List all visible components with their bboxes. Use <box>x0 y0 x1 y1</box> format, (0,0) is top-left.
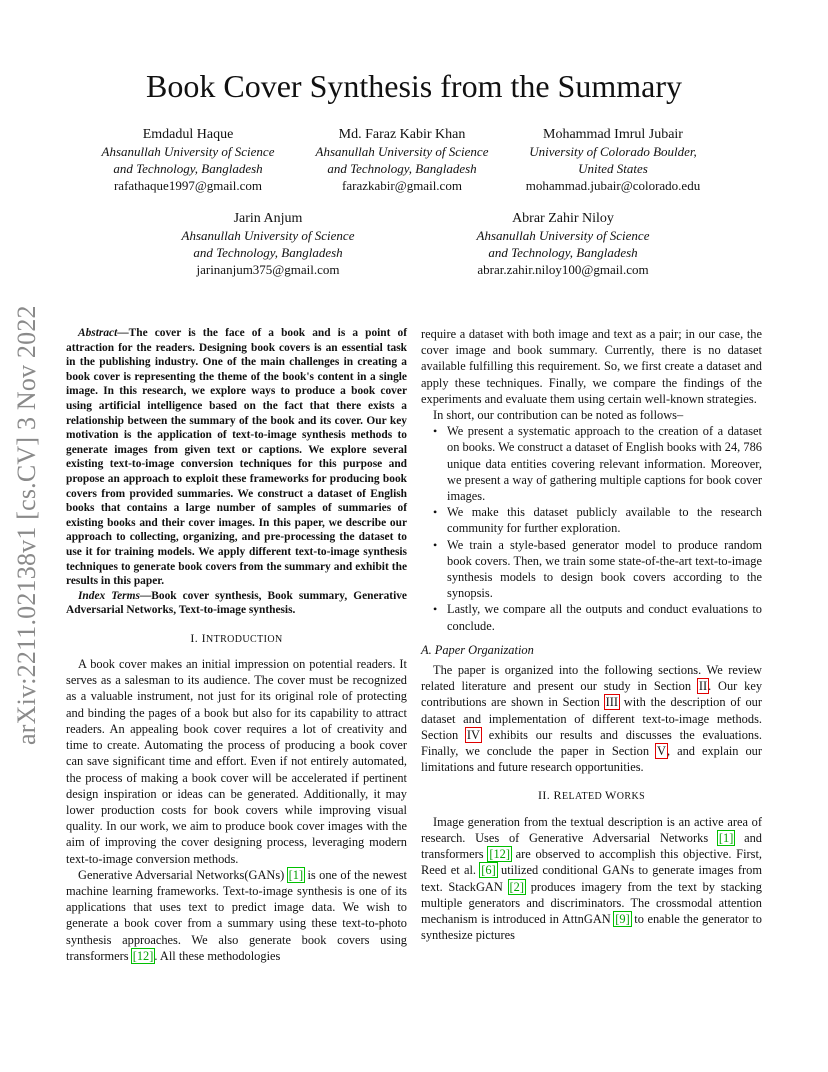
author-name: Emdadul Haque <box>142 127 234 142</box>
author-affiliation: and Technology, Bangladesh <box>488 245 638 260</box>
right-column <box>421 326 762 943</box>
author-affiliation: Ahsanullah University of Science <box>181 228 355 243</box>
section-title-rest: ELATED <box>561 791 606 803</box>
list-item: • Lastly, we compare all the outputs and conduct evaluations to conclude. <box>447 601 762 633</box>
citation-link[interactable]: [12] <box>489 847 510 862</box>
paper-title: Book Cover Synthesis from the Summary <box>146 68 682 104</box>
author-affiliation: Ahsanullah University of Science <box>315 144 489 159</box>
text-run: is one of the newest machine learning frameworks. Text-to-image synthesis is one of its applications that uses text to predict image data. We wish to generate a book cover from a summary using these text-to-photo synthesis approaches. We also generate book covers using transformers <box>66 867 407 963</box>
subsection-heading: A. Paper Organization <box>421 642 534 657</box>
citation-link[interactable]: [6] <box>481 863 496 878</box>
abstract-text: —The cover is the face of a book and is a point of attraction for the readers. Designing book covers is an essential task in the publishing industry. One of the main challenges in creating a book cover is representing the theme of the book's content in a single image. In this research, we explore ways to produce a book cover using artificial intelligence based on the fact that there exists a relationship between the summary of the book and its cover. Our key motivation is the application of text-to-image synthesis methods to generate images from given text or captions. We explore several existing text-to-image conversion techniques for this purpose and propose an approach to exploit these frameworks for producing book covers from provided summaries. We construct a dataset of English books that contains a large number of samples of summaries of existing books and their cover images. In this paper, we describe our approach to collecting, organizing, and pre-processing the dataset to use it for training models. We apply different text-to-image synthesis techniques to generate book covers from the summary and exhibit the results in this paper. <box>66 327 407 588</box>
author-block <box>302 126 502 194</box>
section-link[interactable]: III <box>605 695 618 710</box>
index-terms-lead: Index Terms <box>78 589 140 602</box>
text-run: . Our key contributions are shown in Section <box>421 679 763 710</box>
text-run: to enable the generator to synthesize pictures <box>421 911 762 943</box>
list-item: • We present a systematic approach to the creation of a dataset on books. We construct a dataset of English books with 24, 786 unique data entities covering relevant information. Moreover, we present a way of gathering multiple captions for book cover images. <box>447 423 762 504</box>
section-link[interactable]: IV <box>466 727 480 742</box>
intro-paragraph: A book cover makes an initial impression on potential readers. It serves as a salesman to its audience. The cover must be recognized as a valuable instrument, not just for its original role of protecting and binding the pages of a book but also for its capability to attract readers. An appealing book cover requires a lot of creativity and time to create. Automating the process of producing a book cover can save significant time and effort. Even if not entirely automated, the process of making a book cover will be accelerated if pertinent design inspiration or ideas can be generated. Additionally, it may lower production costs for book covers while improving visual quality. In our work, we aim to produce book cover images with the aim of improving the cover designing process, leveraging modern text-to-image conversion methods. <box>66 657 407 866</box>
author-name: Mohammad Imrul Jubair <box>543 127 683 142</box>
index-terms <box>66 589 407 618</box>
body-paragraph <box>421 814 762 944</box>
text-run: The paper is organized into the following sections. We review related literature and present our study in Section <box>421 663 762 694</box>
author-affiliation: University of Colorado Boulder, <box>529 144 697 159</box>
section-initial: I <box>201 630 206 645</box>
text-run: , and explain our limitations and future research opportunities. <box>421 744 762 775</box>
section-initial: W <box>605 788 617 803</box>
author-name: Jarin Anjum <box>233 211 303 226</box>
citation-link[interactable]: [2] <box>509 879 524 894</box>
text-run: are observed to accomplish this objective. First, Reed et al. <box>421 847 763 878</box>
text-run: utilized conditional GANs to generate images from text. StackGAN <box>421 863 762 894</box>
author-email: farazkabir@gmail.com <box>342 178 462 193</box>
section-link[interactable]: II <box>698 679 708 694</box>
section-initial: R <box>553 788 562 803</box>
text-run: exhibits our results and discusses the evaluations. Finally, we conclude the paper in Section <box>421 727 762 759</box>
author-affiliation: Ahsanullah University of Science <box>476 228 650 243</box>
intro-paragraph <box>66 867 407 964</box>
author-email: rafathaque1997@gmail.com <box>113 178 263 193</box>
author-email: abrar.zahir.niloy100@gmail.com <box>477 262 649 277</box>
body-paragraph: In short, our contribution can be noted as follows– <box>433 408 684 423</box>
text-run: Image generation from the textual description is an active area of research. Uses of Generative Adversarial Networks <box>421 814 762 845</box>
left-column <box>66 326 407 964</box>
author-block <box>510 126 716 194</box>
list-item: • We train a style-based generator model to produce random book covers. Then, we train some state-of-the-art text-to-image synthesis models to design book covers according to the synopsis. <box>447 537 762 602</box>
author-block <box>88 126 288 194</box>
author-affiliation: United States <box>578 161 648 176</box>
body-paragraph: require a dataset with both image and text as a pair; in our case, the cover image and book summary. Currently, there is no dataset available fulfilling this requirement. So, we first create a dataset and apply these techniques. Finally, we compare the findings of the experiments and evaluate them using certain well-known strategies. <box>421 327 762 406</box>
section-number: II. <box>537 788 554 803</box>
abstract-lead: Abstract <box>78 327 118 339</box>
index-terms-text: —Book cover synthesis, Book summary, Generative Adversarial Networks, Text-to-image synthesis. <box>66 589 407 617</box>
section-heading-introduction <box>66 630 407 648</box>
citation-link[interactable]: [1] <box>718 830 734 845</box>
body-paragraph <box>421 662 762 775</box>
text-run: and transformers <box>421 830 762 862</box>
section-title-rest: ORKS <box>616 791 646 803</box>
author-block <box>460 210 666 278</box>
author-affiliation: and Technology, Bangladesh <box>327 161 477 176</box>
section-number: I. <box>190 630 202 645</box>
author-name: Abrar Zahir Niloy <box>512 211 614 226</box>
author-affiliation: and Technology, Bangladesh <box>193 245 343 260</box>
section-heading-related-works <box>421 787 762 805</box>
author-email: mohammad.jubair@colorado.edu <box>525 178 701 193</box>
author-affiliation: Ahsanullah University of Science <box>101 144 275 159</box>
list-item: • We make this dataset publicly available to the research community for further exploration. <box>447 504 762 536</box>
author-affiliation: and Technology, Bangladesh <box>113 161 263 176</box>
author-name: Md. Faraz Kabir Khan <box>338 127 466 142</box>
section-link[interactable]: V <box>657 744 666 759</box>
text-run: produces imagery from the text by stacking multiple generators and discriminators. The crossmodal attention mechanism is introduced in AttnGAN <box>421 879 763 926</box>
text-run: Generative Adversarial Networks(GANs) <box>78 867 288 882</box>
citation-link[interactable]: [9] <box>615 911 630 926</box>
section-title-rest: NTRODUCTION <box>205 633 283 645</box>
author-block <box>168 210 368 278</box>
text-run: with the description of our dataset and implementation of different text-to-image methods. Section <box>421 695 762 742</box>
citation-link[interactable]: [12] <box>132 948 154 963</box>
contribution-list <box>421 423 762 634</box>
arxiv-identifier: arXiv:2211.02138v1 [cs.CV] 3 Nov 2022 <box>12 305 41 745</box>
abstract <box>66 326 407 589</box>
author-email: jarinanjum375@gmail.com <box>196 262 340 277</box>
text-run: . All these methodologies <box>154 948 281 963</box>
citation-link[interactable]: [1] <box>288 867 304 882</box>
